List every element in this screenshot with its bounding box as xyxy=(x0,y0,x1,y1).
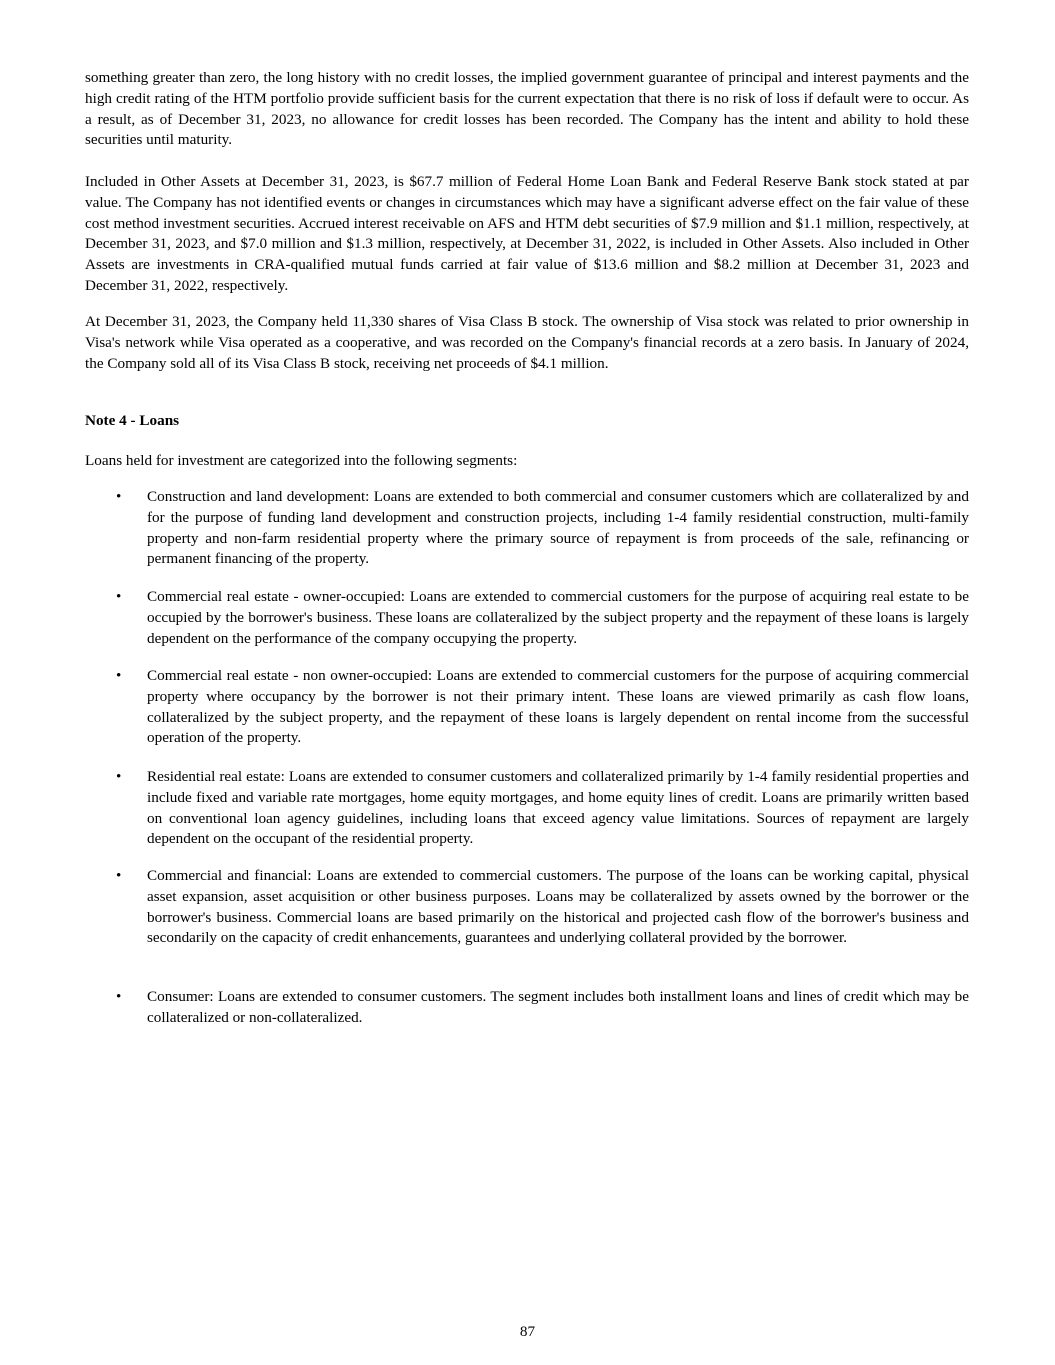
bullet-icon: • xyxy=(116,768,122,785)
paragraph-visa-stock: At December 31, 2023, the Company held 11,330 shares of Visa Class B stock. The ownership of Visa stock was related to prior ownership in Visa's network while Visa operated as a cooperative, and was recorded on the Company's financial records at a zero basis. In January of 2024, the Company sold all of its Visa Class B stock, receiving net proceeds of $4.1 million. xyxy=(85,313,969,372)
list-item-text: Construction and land development: Loans are extended to both commercial and consumer customers which are collateralized by and for the purpose of funding land development and construction projects, including 1-4 family residential construction, multi-family property and non-farm residential property where the primary source of repayment is from proceeds of the sale, refinancing or permanent financing of the property. xyxy=(147,488,969,568)
bullet-icon: • xyxy=(116,867,122,884)
list-item xyxy=(85,987,969,1029)
list-item xyxy=(85,666,969,749)
page-number: 87 xyxy=(519,1323,536,1340)
note-heading: Note 4 - Loans xyxy=(85,412,180,429)
list-item xyxy=(85,866,969,949)
list-item xyxy=(85,587,969,649)
list-item-text: Residential real estate: Loans are extended to consumer customers and collateralized primarily by 1-4 family residential properties and include fixed and variable rate mortgages, home equity mortgages, and home equity lines of credit. Loans are primarily written based on conventional loan agency guidelines, including loans that exceed agency value limitations. Sources of repayment are largely dependent on the occupant of the residential property. xyxy=(147,768,969,848)
list-item-text: Consumer: Loans are extended to consumer customers. The segment includes both installment loans and lines of credit which may be collateralized or non-collateralized. xyxy=(147,988,969,1026)
bullet-icon: • xyxy=(116,667,122,684)
list-item xyxy=(85,767,969,850)
paragraph-other-assets: Included in Other Assets at December 31, 2023, is $67.7 million of Federal Home Loan Bank and Federal Reserve Bank stock stated at par value. The Company has not identified events or changes in circumstances which may have a significant adverse effect on the fair value of these cost method investment securities. Accrued interest receivable on AFS and HTM debt securities of $7.9 million and $1.1 million, respectively, at December 31, 2023, and $7.0 million and $1.3 million, respectively, at December 31, 2022, is included in Other Assets. Also included in Other Assets are investments in CRA-qualified mutual funds carried at fair value of $13.6 million and $8.2 million at December 31, 2023 and December 31, 2022, respectively. xyxy=(85,173,969,294)
bullet-icon: • xyxy=(116,488,122,505)
paragraph-htm-allowance: something greater than zero, the long history with no credit losses, the implied government guarantee of principal and interest payments and the high credit rating of the HTM portfolio provide sufficient basis for the current expectation that there is no risk of loss if default were to occur. As a result, as of December 31, 2023, no allowance for credit losses has been recorded. The Company has the intent and ability to hold these securities until maturity. xyxy=(85,69,969,149)
list-item-text: Commercial and financial: Loans are extended to commercial customers. The purpose of the loans can be working capital, physical asset expansion, asset acquisition or other business purposes. Loans may be collateralized by assets owned by the borrower or the borrower's business. Commercial loans are based primarily on the historical and projected cash flow of the borrower's business and secondarily on the capacity of credit enhancements, guarantees and underlying collateral provided by the borrower. xyxy=(147,867,969,947)
bullet-icon: • xyxy=(116,988,122,1005)
loans-intro: Loans held for investment are categorized into the following segments: xyxy=(85,452,518,469)
list-item xyxy=(85,487,969,570)
list-item-text: Commercial real estate - non owner-occupied: Loans are extended to commercial customers for the purpose of acquiring commercial property where occupancy by the borrower is not their primary intent. These loans are viewed primarily as cash flow loans, collateralized by the subject property, and the repayment of these loans is largely dependent on rental income from the successful operation of the property. xyxy=(147,667,969,747)
list-item-text: Commercial real estate - owner-occupied: Loans are extended to commercial customers for the purpose of acquiring real estate to be occupied by the borrower's business. These loans are collateralized by the subject property and the repayment of these loans is largely dependent on the performance of the company occupying the property. xyxy=(147,588,969,647)
bullet-icon: • xyxy=(116,588,122,605)
